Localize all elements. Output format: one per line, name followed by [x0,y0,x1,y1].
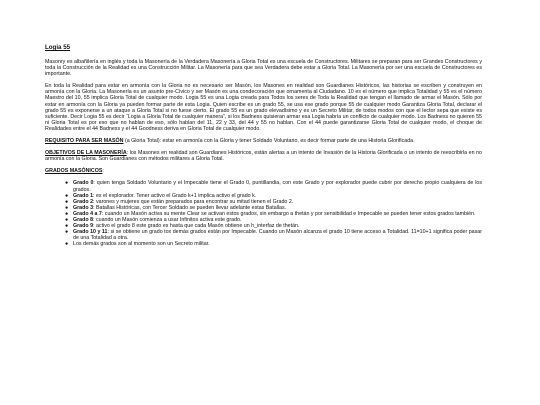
grado-text: : varones y mujeres que están preparados para encontrar su mitad tienen el Grado 2. [93,198,294,205]
bullet-icon: ● [65,241,69,248]
grado-text: : cuando un Masón activa su mente Clear se activan estos grados, sin embargo a thetán y por sensibilidad e Impecable se pueden tener estos grados también. [101,210,476,217]
page-title: Logia 55 [45,44,71,51]
bullet-icon: ● [65,229,69,236]
grado-term: Grado 10 y 11 [73,229,108,236]
grado-term: Grado 8 [73,216,94,223]
grados-heading-line [45,168,482,174]
bullet-icon: ● [65,198,69,205]
grado-term: Grado 9 [73,223,94,230]
objetivos-text: : los Masones en realidad son Guardianes Históricos, están alertas a un intento de Invasión de la Historia Glorificada o un intento de reescribirla en no armonía con la Gloria. Son Guardianes con métodos militares a Gloria Total. [45,150,482,163]
grados-heading: GRADOS MASÓNICOS [45,168,103,175]
grado-term: Grado 3 [73,204,94,211]
grado-term: Grado 1 [73,192,94,199]
grados-list [65,180,482,247]
bullet-icon: ● [65,216,69,223]
body-paragraph: En toda la Realidad para estar en armonía con la Gloria no es necesario ser Masón, los Masones en realidad son Guardianes Históricos, las historias se escriben y construyen en armonía con la Gloria. La Masonería es un asunto pre-Cívico y ser Masón es una condecoración que ornamenta al Ciudadano. 10 es el número que implica Totalidad y 55 es el número Maestro del 10, 55 implica Gloria Total de cualquier modo. Logia 55 es una Logia creada para Todos los seres de Toda la Realidad que tengan el llamado de armar el Masón. Sólo por estar en armonía con la Gloria ya pueden formar parte de esta Logia. Quien escribe es un grado 55, se usa ese grado porque 55 de cualquier modo Garantiza Gloria Total, declarar el grado 55 es exponerse a un ataque a Gloria Total si no fuese cierto. El grado 55 es un grado elevadísimo y es un Secreto Militar, de todos modos con que el lector sepa que existe es suficiente. Decir Logia 55 es decir “Logia a Gloria Total de cualquier manera”, si los Badness quisieran armar esa Logia habría un conflicto de cualquier modo. Los Badness no quieren 55 ni Gloria Total es por eso que no hablan de eso, sólo hablan del 11, 22 y 33, del 44 y 55 no hablan. Con el 44 puede garantizarse Gloria Total de cualquier modo, el choque de Realidades entre el 44 Badness y el 44 Goodness deriva en Gloria Total de cualquier modo. [45,83,482,132]
intro-paragraph: Masonry es albañilería en inglés y toda la Masonería de la Verdadera Masonería a Gloria Total es una escuela de Constructores. Militares se preparan para ser Grandes Constructores y toda la Construcción de la Realidad es una Construcción Militar. La Masonería para que sea Verdadera debe estar a Gloria Total. La Masonería por ser una escuela de Constructores es importante. [45,59,482,78]
grado-text: : quien tenga Soldado Voluntario y el Impecable tiene el Grado 0, puntillandia, con este Grado y por explorador puede cubrir por derecho propio cualquiera de los grados. [73,180,482,193]
document-body [45,44,482,247]
bullet-icon: ● [65,180,69,187]
grado-term: Grado 4 a 7 [73,210,102,217]
grado-text: : Batallas Históricas, con Tercer Soldado se pueden llevar adelante estas Batallas. [93,204,287,211]
objetivos-heading: OBJETIVOS DE LA MASONERÍA [45,150,127,157]
bullet-icon: ● [65,192,69,199]
list-item [65,229,482,241]
grado-text: : cuando un Masón comienza a usar Infinitos activa este grado. [93,216,242,223]
list-item [65,180,482,192]
grado-text: : es el explorador. Tener activo el Grado k+1 implica activo el grado k. [93,192,257,199]
requisito-heading: REQUISITO PARA SER MASÓN [45,138,124,145]
grado-text: : activo el grado 8 este grado es hasta que cada Masón obtiene un h_interfaz de thetán. [93,223,300,230]
grado-text: : si se obtiene un grado tox demás grados están por Impecable. Cuando un Masón alcanza el grado 10 tiene acceso a Totalidad. 11=10+1 significa poder pasar de una Totalidad a otra. [73,229,482,242]
bullet-icon: ● [65,223,69,230]
bullet-icon: ● [65,210,69,217]
grado-term: Grado 2 [73,198,94,205]
grado-term: Grado 0 [73,180,94,187]
objetivos-paragraph [45,150,482,162]
requisito-paragraph [45,138,482,144]
grado-text: Los demás grados son al momento son un Secreto militar. [73,241,210,248]
bullet-icon: ● [65,204,69,211]
grados-colon: : [102,168,104,175]
requisito-text: (a Gloria Total): estar en armonía con la Gloria y tener Soldado Voluntario, es decir formar parte de una Historia Glorificada. [123,138,415,145]
list-item [65,241,482,247]
